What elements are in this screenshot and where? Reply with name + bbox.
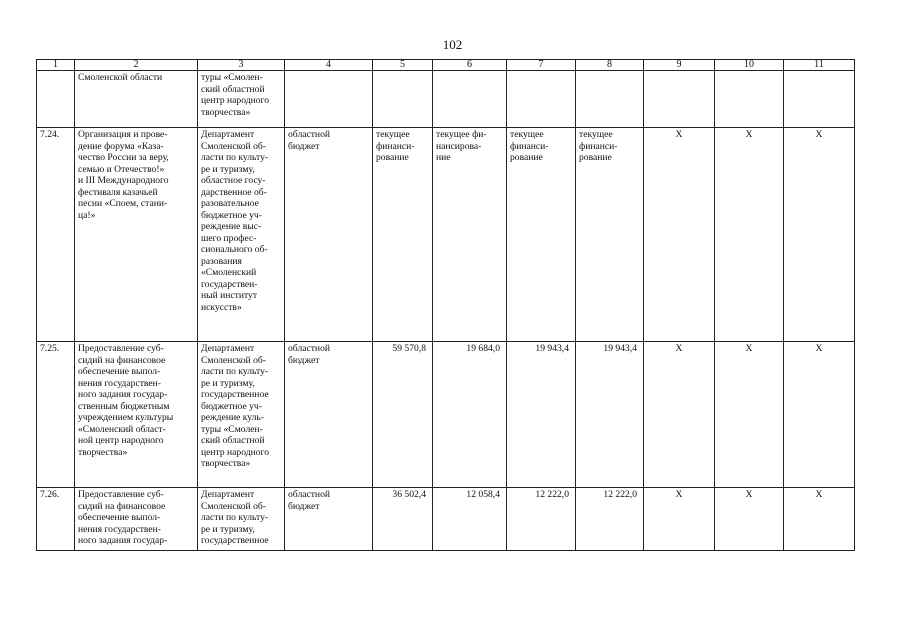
funding-total: текущее финанси- рование (373, 128, 433, 342)
column-number: 5 (373, 60, 433, 71)
column-number-row (37, 60, 855, 71)
funding-year-3: 19 943,4 (576, 342, 644, 488)
funding-year-3: 12 222,0 (576, 488, 644, 551)
column-number: 3 (198, 60, 285, 71)
table-row (37, 342, 855, 488)
event-name: Предоставление суб- сидий на финансовое обеспечение выпол- нения государствен- ного задания государ- (75, 488, 198, 551)
row-number: 7.26. (37, 488, 75, 551)
row-number (37, 71, 75, 128)
column-number: 1 (37, 60, 75, 71)
row-number: 7.24. (37, 128, 75, 342)
event-name: Смоленской области (75, 71, 198, 128)
indicator-9: Х (644, 342, 715, 488)
indicator-9: Х (644, 488, 715, 551)
row-number: 7.25. (37, 342, 75, 488)
page-number: 102 (442, 37, 463, 52)
funding-year-1: текущее фи- нансирова- ние (433, 128, 507, 342)
indicator-10: Х (715, 342, 784, 488)
indicator-11 (784, 71, 855, 128)
executor: Департамент Смоленской об- ласти по культу- ре и туризму, областное госу- дарственное об- разовательное бюджетное уч- реждение выс- шего профес- сионального об- разования «Смоленский государствен- ный институт искусств» (198, 128, 285, 342)
funding-year-2: текущее финанси- рование (507, 128, 576, 342)
executor: туры «Смолен- ский областной центр народного творчества» (198, 71, 285, 128)
column-number: 11 (784, 60, 855, 71)
funding-source (285, 71, 373, 128)
executor: Департамент Смоленской об- ласти по культу- ре и туризму, государственное (198, 488, 285, 551)
funding-year-1: 12 058,4 (433, 488, 507, 551)
column-number: 2 (75, 60, 198, 71)
indicator-10: Х (715, 488, 784, 551)
funding-year-1: 19 684,0 (433, 342, 507, 488)
column-number: 9 (644, 60, 715, 71)
table-row (37, 488, 855, 551)
indicator-11: Х (784, 342, 855, 488)
table-row (37, 71, 855, 128)
indicator-11: Х (784, 488, 855, 551)
funding-year-2: 19 943,4 (507, 342, 576, 488)
funding-year-3 (576, 71, 644, 128)
funding-year-2: 12 222,0 (507, 488, 576, 551)
funding-year-2 (507, 71, 576, 128)
funding-source: областной бюджет (285, 128, 373, 342)
program-table (36, 59, 855, 551)
column-number: 8 (576, 60, 644, 71)
funding-total: 59 570,8 (373, 342, 433, 488)
event-name: Предоставление суб- сидий на финансовое обеспечение выпол- нения государствен- ного задания государ- ственным бюджетным учреждением культуры «Смоленский област- ной центр народного творчества» (75, 342, 198, 488)
funding-year-3: текущее финанси- рование (576, 128, 644, 342)
indicator-11: Х (784, 128, 855, 342)
column-number: 10 (715, 60, 784, 71)
funding-source: областной бюджет (285, 342, 373, 488)
event-name: Организация и прове- дение форума «Каза- чество России за веру, семью и Отечество!» и III Международного фестиваля казачьей песни «Споем, стани- ца!» (75, 128, 198, 342)
column-number: 4 (285, 60, 373, 71)
funding-total: 36 502,4 (373, 488, 433, 551)
indicator-9: Х (644, 128, 715, 342)
column-number: 6 (433, 60, 507, 71)
column-number: 7 (507, 60, 576, 71)
funding-source: областной бюджет (285, 488, 373, 551)
executor: Департамент Смоленской об- ласти по культу- ре и туризму, государственное бюджетное уч- реждение куль- туры «Смолен- ский областной центр народного творчества» (198, 342, 285, 488)
funding-year-1 (433, 71, 507, 128)
indicator-9 (644, 71, 715, 128)
indicator-10: Х (715, 128, 784, 342)
table-row (37, 128, 855, 342)
indicator-10 (715, 71, 784, 128)
funding-total (373, 71, 433, 128)
